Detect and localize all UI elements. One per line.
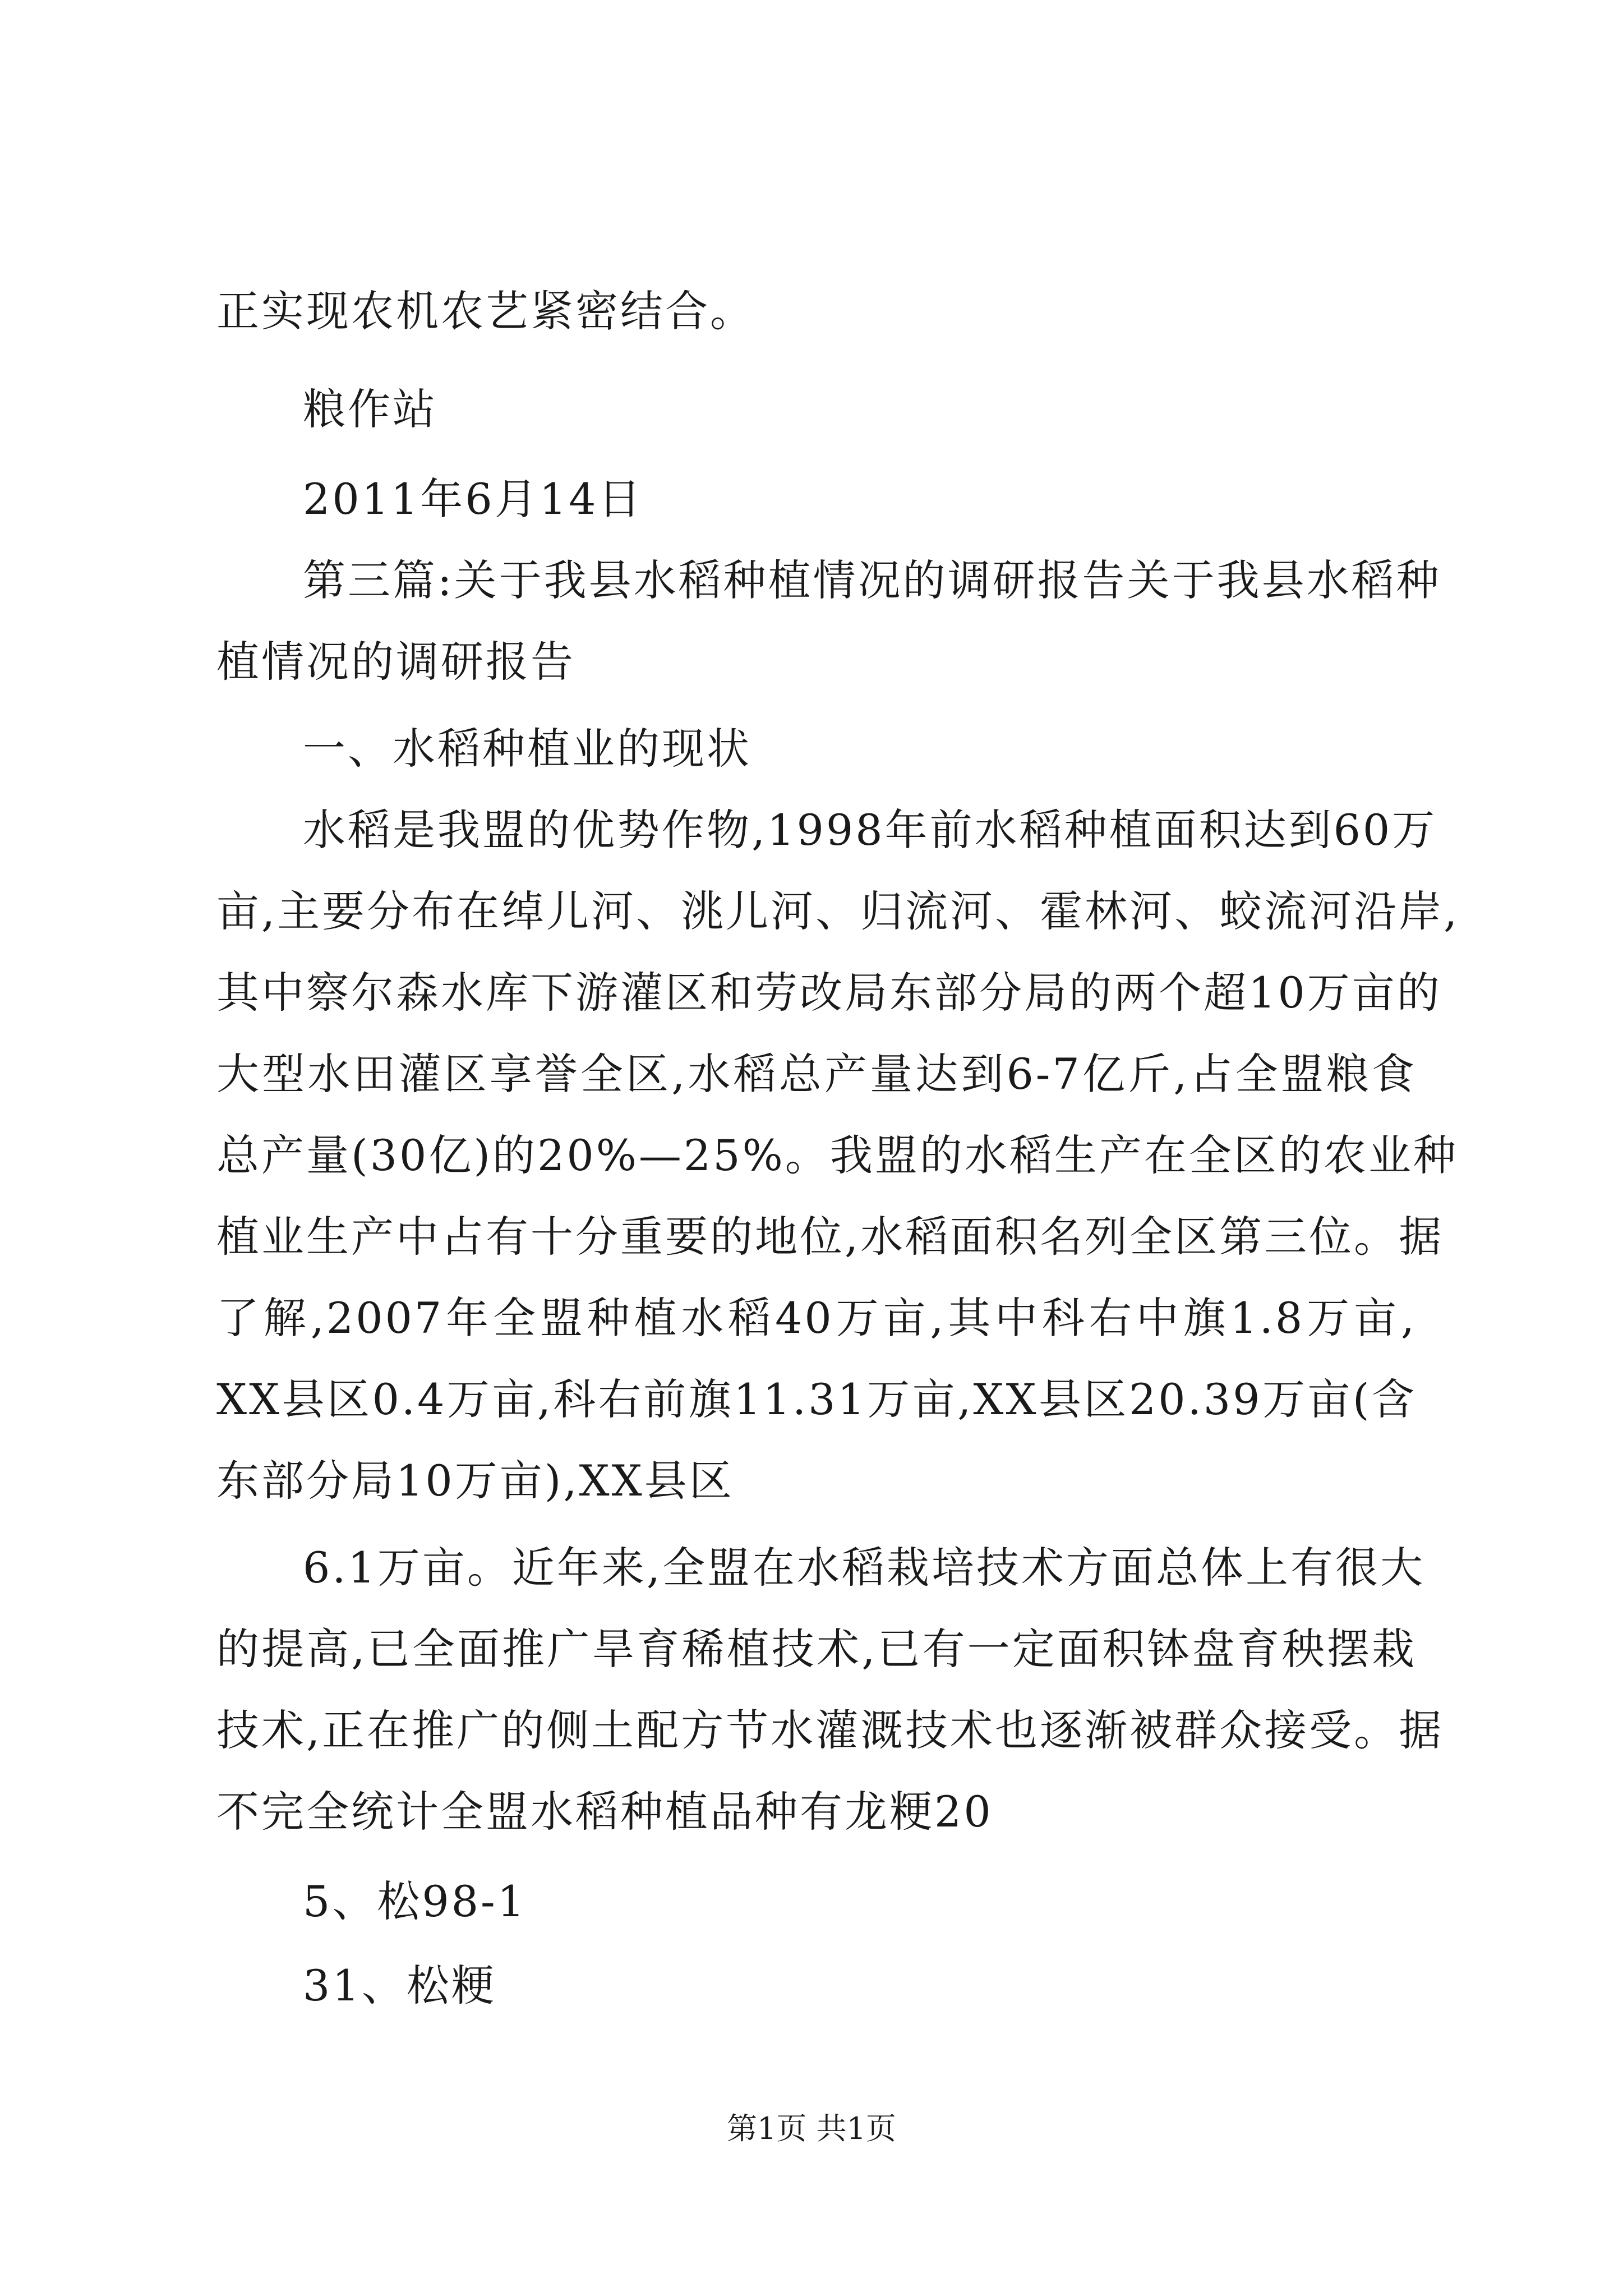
- paragraph-line: 6.1万亩。近年来,全盟在水稻栽培技术方面总体上有很大: [303, 1543, 1426, 1593]
- paragraph-line: 植业生产中占有十分重要的地位,水稻面积名列全区第三位。据: [216, 1212, 1444, 1262]
- paragraph-line: 大型水田灌区享誉全区,水稻总产量达到6-7亿斤,占全盟粮食: [216, 1049, 1417, 1099]
- paragraph-line: 的提高,已全面推广旱育稀植技术,已有一定面积钵盘育秧摆栽: [216, 1624, 1417, 1674]
- paragraph-line: 其中察尔森水库下游灌区和劳改局东部分局的两个超10万亩的: [216, 968, 1442, 1018]
- signature-org: 粮作站: [303, 384, 437, 434]
- list-item: 5、松98-1: [303, 1876, 527, 1926]
- paragraph-line: 正实现农机农艺紧密结合。: [216, 286, 755, 336]
- heading: 一、水稻种植业的现状: [303, 724, 751, 774]
- paragraph-line: 总产量(30亿)的20%—25%。我盟的水稻生产在全区的农业种: [216, 1130, 1458, 1180]
- signature-date: 2011年6月14日: [303, 474, 643, 524]
- paragraph-line: 亩,主要分布在绰儿河、洮儿河、归流河、霍林河、蛟流河沿岸,: [216, 886, 1460, 936]
- paragraph-line: 水稻是我盟的优势作物,1998年前水稻种植面积达到60万: [303, 805, 1437, 855]
- paragraph-line: XX县区0.4万亩,科右前旗11.31万亩,XX县区20.39万亩(含: [216, 1374, 1417, 1424]
- paragraph-line: 东部分局10万亩),XX县区: [216, 1456, 734, 1506]
- list-item: 31、松粳: [303, 1961, 496, 2010]
- section-title: 第三篇:关于我县水稻种植情况的调研报告关于我县水稻种: [303, 555, 1441, 605]
- paragraph-line: 技术,正在推广的侧土配方节水灌溉技术也逐渐被群众接受。据: [216, 1705, 1444, 1755]
- paragraph-line: 不完全统计全盟水稻种植品种有龙粳20: [216, 1787, 993, 1837]
- paragraph-line: 了解,2007年全盟种植水稻40万亩,其中科右中旗1.8万亩,: [216, 1293, 1417, 1343]
- section-title: 植情况的调研报告: [216, 637, 575, 687]
- page-footer: 第1页 共1页: [727, 2111, 896, 2146]
